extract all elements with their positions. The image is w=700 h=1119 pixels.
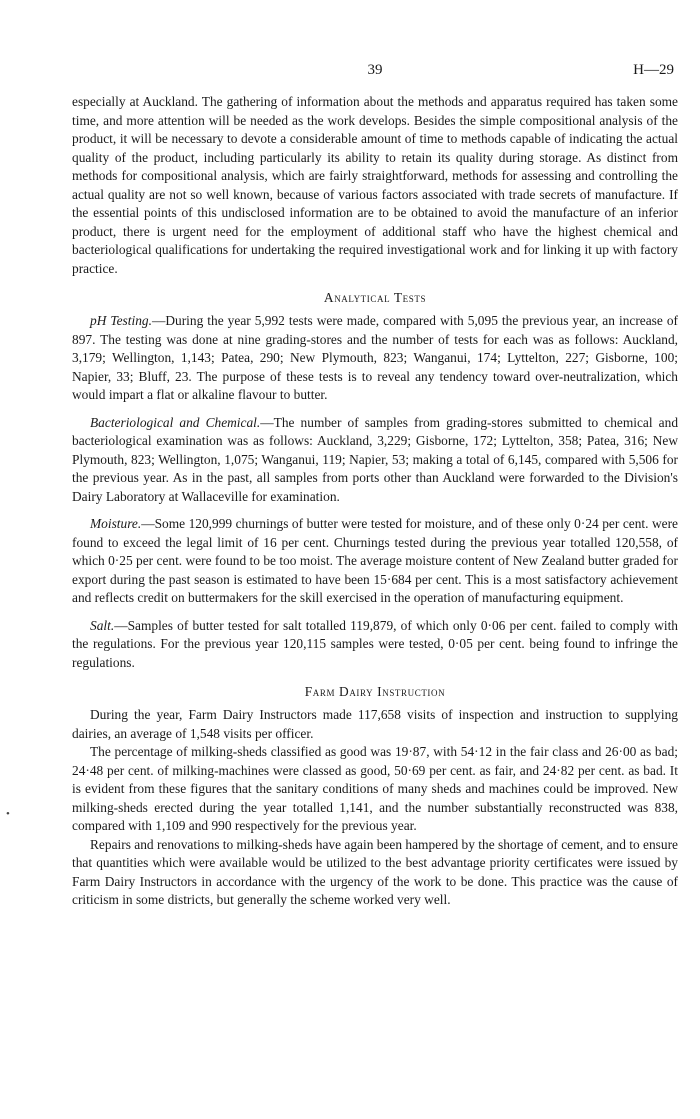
paragraph-repairs: Repairs and renovations to milking-sheds have again been hampered by the shortage of cement, and to ensure that quantities which were available would be utilized to the best advantage priority certificates were issued by Farm Dairy Instructors in accordance with the urgency of the work to be done. This practice was the cause of criticism in some districts, but generally the scheme worked very well. (72, 836, 678, 907)
paragraph-bacteriological-chemical (72, 414, 678, 507)
running-head (72, 62, 678, 84)
ph-testing-body: —During the year 5,992 tests were made, compared with 5,095 the previous year, an increase of 897. The testing was done at nine grading-stores and the number of tests for each was as follows: Auckland, 3,179; Wellington, 1,143; Patea, 290; New Plymouth, 823; Wanganui, 174; Lyttelton, 227; Gisborne, 100; Napier, 33; Bluff, 23. The purpose of these tests is to reveal any tendency toward over-neutralization, which would impart a flat or alkaline flavour to butter. (72, 313, 679, 402)
moisture-body: —Some 120,999 churnings of butter were tested for moisture, and of these only 0·24 per cent. were found to exceed the legal limit of 16 per cent. Churnings tested during the previous year totalled 120,558, of which 0·25 per cent. were found to be too moist. The average moisture content of New Zealand butter graded for export during the past season is estimated to have been 15·684 per cent. This is a most satisfactory achievement and reflects credit on buttermakers for the skill exercised in the operation of manufacturing equipment. (72, 516, 678, 605)
paragraph-ph-testing (72, 312, 678, 405)
document-page (72, 62, 678, 910)
paragraph-salt (72, 617, 678, 673)
document-reference: H—29 (633, 62, 674, 78)
page-number: 39 (367, 62, 383, 78)
paragraph-milking-sheds: The percentage of milking-sheds classified as good was 19·87, with 54·12 in the fair class and 26·00 as bad; 24·48 per cent. of milking-machines were classed as good, 50·69 per cent. as fair, and 24·82 per cent. as bad. It is evident from these figures that the sanitary conditions of many sheds and machines could be improved. New milking-sheds erected during the year totalled 1,141, and the number substantially reconstructed was 838, compared with 1,109 and 990 respectively for the previous year. (72, 744, 678, 833)
bacteriological-body: —The number of samples from grading-stores submitted to chemical and bacteriological examination was as follows: Auckland, 3,229; Gisborne, 172; Lyttelton, 358; Patea, 316; New Plymouth, 823; Wellington, 1,075; Wanganui, 119; Napier, 53; making a total of 6,145, compared with 5,506 for the previous year. As in the past, all samples from ports other than Auckland were forwarded to the Division's Dairy Laboratory at Wallaceville for examination. (72, 414, 679, 504)
heading-analytical-tests: Analytical Tests (323, 290, 427, 305)
paragraph-moisture (72, 515, 678, 608)
run-in-salt: Salt. (90, 617, 115, 633)
run-in-moisture: Moisture. (90, 516, 142, 531)
paragraph-farm-visits: During the year, Farm Dairy Instructors made 117,658 visits of inspection and instruction to supplying dairies, an average of 1,548 visits per officer. (72, 707, 678, 741)
heading-farm-dairy-instruction: Farm Dairy Instruction (304, 684, 446, 699)
margin-speck: • (6, 808, 10, 820)
run-in-ph-testing: pH Testing. (90, 313, 152, 328)
salt-body: —Samples of butter tested for salt totalled 119,879, of which only 0·06 per cent. failed to comply with the regulations. For the previous year 120,115 samples were tested, 0·05 per cent. being found to infringe the regulations. (72, 617, 678, 670)
run-in-bacteriological: Bacteriological and Chemical. (90, 414, 261, 430)
paragraph-quality-methods: especially at Auckland. The gathering of information about the methods and apparatus required has taken some time, and more attention will be needed as the work develops. Besides the simple compositional analysis of the product, it will be necessary to devote a considerable amount of time to methods capable of indicating the actual quality of the product, including particularly its ability to retain its quality during storage. As distinct from methods for compositional analysis, which are fairly straightforward, methods for assessing and controlling the actual quality are not so well known, because of various factors associated with trade secrets of manufacture. If the essential points of this undisclosed information are to be obtained to avoid the manufacture of an inferior product, there is urgent need for the employment of additional staff who have the highest chemical and bacteriological qualifications for undertaking the required investigational work and for linking it up with factory practice. (72, 94, 678, 276)
